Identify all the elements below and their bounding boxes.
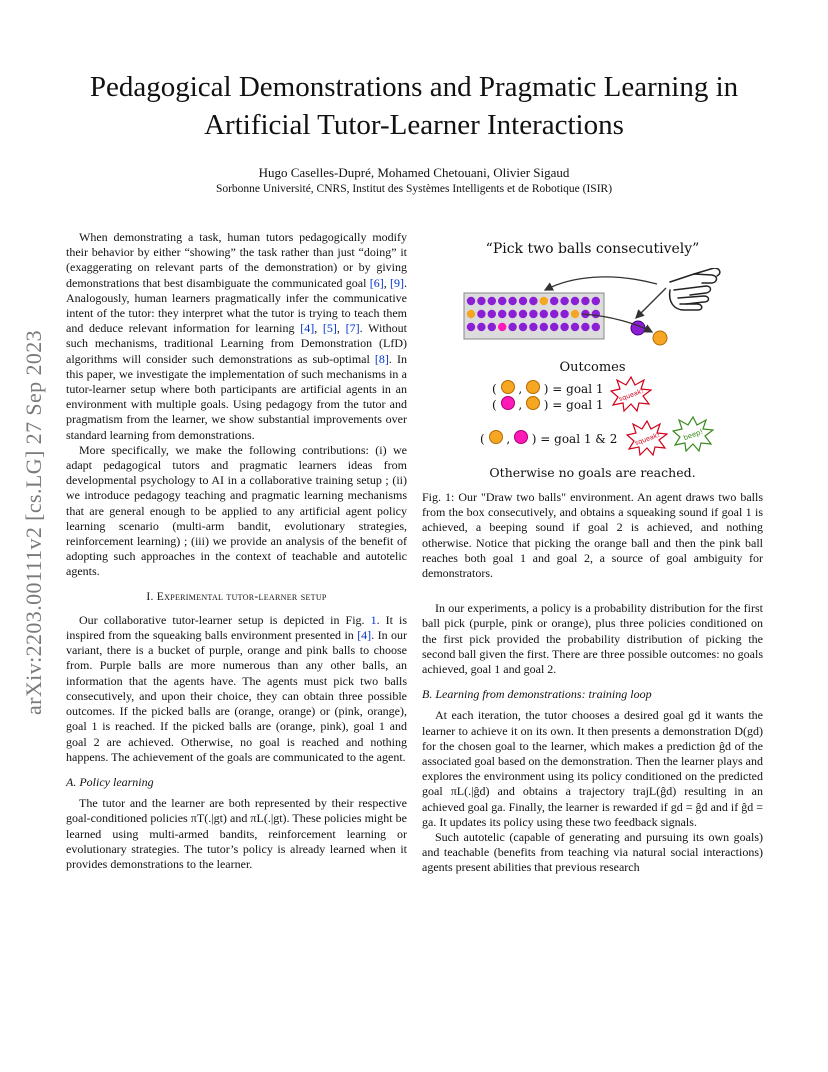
beep-burst-icon (672, 416, 714, 452)
subsection-heading-b: B. Learning from demonstrations: training loop (422, 687, 652, 702)
outcomes-heading: Outcomes (559, 360, 626, 375)
box-ball (571, 323, 579, 331)
box-ball (560, 323, 568, 331)
arrow-to-first-pick (636, 288, 666, 318)
figure-quote: “Pick two balls consecutively” (485, 241, 700, 257)
box-ball (550, 297, 558, 305)
box-ball (540, 323, 548, 331)
box-ball (581, 323, 589, 331)
figure-ref-1[interactable]: 1 (370, 612, 377, 627)
box-ball (488, 310, 496, 318)
box-ball (519, 297, 527, 305)
citation-8[interactable]: [8] (374, 351, 389, 366)
outcome-pink-orange: ( , ) = goal 1 (492, 398, 604, 412)
right-paragraph-2: At each iteration, the tutor chooses a desired goal gd it wants the learner to achieve it on its own. It then presents a demonstration D(gd) for the chosen goal to the learner, which makes a prediction ĝd of the associated goal based on the demonstration. Then the learner plays and explores the environment using its policy conditioned on the predicted goal πL(.|ĝd) and obtains a trajectory trajL(ĝd) resulting in an achieved goal ga. Finally, the learner is rewarded if gd = ĝd and if ĝd = ga. It updates its policy using these two feedback signals. (422, 708, 763, 829)
section-heading-1: I. Experimental tutor-learner setup (146, 590, 327, 603)
box-ball (498, 310, 506, 318)
box-ball (519, 310, 527, 318)
citation-4[interactable]: [4] (300, 321, 315, 336)
box-ball (540, 297, 548, 305)
figure-caption: Fig. 1: Our "Draw two balls" environment. An agent draws two balls from the box consecutively, and obtains a squeaking sound if goal 1 is achieved, a beeping sound if goal 2 is achieved, and nothing otherwise. Notice that picking the orange ball and then the pink ball reaches both goal 1 and goal 2, a source of goal ambiguity for demonstrators. (422, 490, 763, 581)
box-ball (477, 310, 485, 318)
box-ball (519, 323, 527, 331)
squeak-burst-icon-2 (626, 420, 668, 456)
box-ball (571, 310, 579, 318)
box-ball (508, 310, 516, 318)
box-ball (508, 297, 516, 305)
box-ball (488, 297, 496, 305)
box-ball (498, 323, 506, 331)
outcome-orange-pink: ( , ) = goal 1 & 2 (480, 432, 618, 446)
box-ball (560, 310, 568, 318)
paper-title: Pedagogical Demonstrations and Pragmatic Learning in Artificial Tutor-Learner Interactions (89, 71, 739, 141)
hand-icon (670, 268, 720, 310)
affiliation: Sorbonne Université, CNRS, Institut des Systèmes Intelligents et de Robotique (ISIR) (215, 183, 613, 195)
box-ball (467, 323, 475, 331)
box-ball (498, 297, 506, 305)
box-ball (467, 310, 475, 318)
orange-ball-icon (489, 430, 503, 444)
pink-ball-icon (514, 430, 528, 444)
abstract-paragraph-1: When demonstrating a task, human tutors pedagogically modify their behavior by either “showing” the task rather than just “doing” it (exaggerating on relevant parts of the demonstration) or by giving demonstrations that best disambiguate the communicated goal [6], [9]. Analogously, human learners pragmatically infer the communicative intent of the tutor: they interpret what the tutor is trying to teach them and deduce relevant information for learning [4], [5], [7]. Without such mechanisms, traditional Learning from Demonstration (LfD) algorithms will consider such demonstrations as sub-optimal [8]. In this paper, we investigate the implementation of such mechanisms in a tutor-learner setup where both participants are artificial agents in an environment with multiple goals. Using pedagogy from the tutor and pragmatism from the learner, we show substantial improvements over standard learning from demonstrations. (66, 230, 408, 442)
arxiv-identifier: arXiv:2203.00111v2 [cs.LG] 27 Sep 2023 (21, 329, 46, 716)
box-ball (592, 323, 600, 331)
beep-text: beep! (682, 427, 705, 443)
right-paragraph-3: Such autotelic (capable of generating and pursuing its own goals) and teachable (benefits from teaching via natural social interactions) agents present abilities that previous research (422, 830, 763, 875)
box-ball (550, 310, 558, 318)
right-paragraph-1: In our experiments, a policy is a probability distribution for the first ball pick (purple, pink or orange), plus three policies conditioned on the first pick provided the probability distribution of picking the second ball given the first. There are three possible outcomes: no goals achieved, goal 1 and goal 2. (422, 601, 763, 677)
citation-5[interactable]: [5] (322, 321, 337, 336)
subsectionA-paragraph: The tutor and the learner are both represented by their respective goal-conditioned policies πT(.|gt) and πL(.|gt). These policies might be learned using multi-armed bandits, reinforcement learning or evolutionary strategies. The tutor’s policy is already learned when it provides demonstrations to the learner. (66, 796, 407, 871)
box-ball (581, 297, 589, 305)
citation-9[interactable]: [9] (390, 275, 405, 290)
right-column (422, 230, 763, 876)
citation-7[interactable]: [7] (345, 321, 360, 336)
box-ball (560, 297, 568, 305)
citation-4-b[interactable]: [4] (357, 628, 372, 643)
picked-orange-ball (653, 331, 667, 345)
subsection-heading-a: A. Policy learning (66, 774, 154, 789)
squeak-text: squeak! (617, 386, 645, 404)
squeak-text-2: squeak! (633, 430, 661, 448)
box-ball (529, 310, 537, 318)
box-ball (508, 323, 516, 331)
orange-ball-icon (526, 380, 540, 394)
arrow-to-box-ball (545, 277, 657, 290)
box-ball (550, 323, 558, 331)
box-ball (488, 323, 496, 331)
box-ball (540, 310, 548, 318)
orange-ball-icon (501, 380, 515, 394)
box-ball (477, 323, 485, 331)
figure-1 (422, 230, 763, 480)
box-ball (467, 297, 475, 305)
left-column (66, 230, 407, 872)
citation-6[interactable]: [6] (369, 275, 384, 290)
section1-paragraph: Our collaborative tutor-learner setup is depicted in Fig. 1. It is inspired from the squeaking balls environment presented in [4]. In our variant, there is a bucket of purple, orange and pink balls to choose from. Purple balls are more numerous than any other balls, an information that the agents have. The agents must pick two balls consecutively, and upon their choice, they can obtain three possible outcomes. If the picked balls are (orange, orange) or (pink, orange), goal 1 is reached. If the picked balls are (orange, pink), goal 1 and goal 2 are achieved. Otherwise, no goal is reached and nothing happens. The achievement of the goals are communicated to the agent. (66, 612, 407, 764)
orange-ball-icon (526, 396, 540, 410)
box-ball (477, 297, 485, 305)
box-ball (529, 297, 537, 305)
outcome-orange-orange: ( , ) = goal 1 (492, 382, 604, 396)
box-ball (592, 297, 600, 305)
box-ball (529, 323, 537, 331)
box-ball (571, 297, 579, 305)
squeak-burst-icon (610, 376, 652, 412)
otherwise-note: Otherwise no goals are reached. (489, 465, 696, 480)
abstract-paragraph-2: More specifically, we make the following contributions: (i) we adapt pedagogical tutors and pragmatic learners ideas from developmental psychology to AI in a collaborative training setup ; (ii) we introduce pedagogy teaching and pragmatic learning mechanisms that are general enough to be applied to any artificial agent policy learning scenario (multi-arm bandit, evolutionary strategies, reinforcement learning) ; (iii) we provide an analysis of the benefit of adopting such approaches in the context of teachable and autotelic agents. (66, 442, 407, 579)
pink-ball-icon (501, 396, 515, 410)
box-ball (592, 310, 600, 318)
author-list: Hugo Caselles-Dupré, Mohamed Chetouani, Olivier Sigaud (258, 165, 570, 180)
